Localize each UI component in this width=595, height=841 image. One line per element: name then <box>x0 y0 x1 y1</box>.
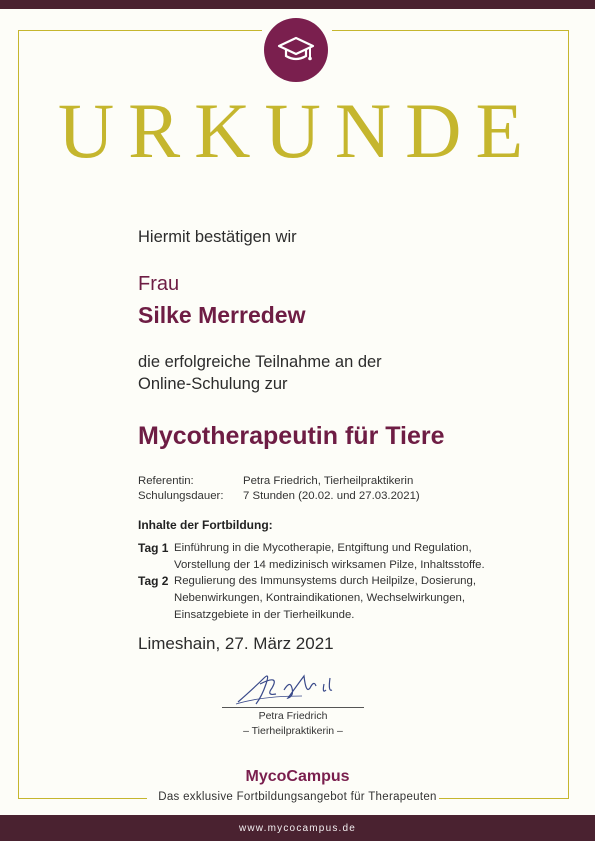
contents-heading: Inhalte der Fortbildung: <box>138 518 273 532</box>
dauer-value: 7 Stunden (20.02. und 27.03.2021) <box>243 490 420 502</box>
top-bar <box>0 0 595 9</box>
day-1-label: Tag 1 <box>138 541 169 555</box>
referentin-label: Referentin: <box>138 475 194 487</box>
intro-text: Hiermit bestätigen wir <box>138 228 297 246</box>
day-2-line-2: Nebenwirkungen, Kontraindikationen, Wechselwirkungen, <box>174 592 466 604</box>
footer-url[interactable]: www.mycocampus.de <box>238 822 357 834</box>
participation-line-1: die erfolgreiche Teilnahme an der <box>138 353 382 371</box>
salutation: Frau <box>138 273 180 295</box>
participation-line-2: Online-Schulung zur <box>138 375 288 393</box>
day-1-line-1: Einführung in die Mycotherapie, Entgiftung und Regulation, <box>174 542 472 554</box>
brand-tagline: Das exklusive Fortbildungsangebot für Therapeuten <box>158 791 437 803</box>
signature-drawing <box>232 666 352 710</box>
certificate-title: URKUNDE <box>57 87 538 174</box>
referentin-value: Petra Friedrich, Tierheilpraktikerin <box>243 475 414 487</box>
dauer-label: Schulungsdauer: <box>138 490 224 502</box>
day-1-line-2: Vorstellung der 14 medizinisch wirksamen Pilze, Inhaltsstoffe. <box>174 559 485 571</box>
footer-bar <box>0 815 595 841</box>
recipient-name: Silke Merredew <box>138 302 306 328</box>
course-title: Mycotherapeutin für Tiere <box>138 422 445 450</box>
signer-name: Petra Friedrich <box>258 710 328 722</box>
brand-name: MycoCampus <box>245 768 350 785</box>
place-date: Limeshain, 27. März 2021 <box>138 634 334 653</box>
graduation-cap-icon <box>264 18 328 82</box>
day-2-line-1: Regulierung des Immunsystems durch Heilpilze, Dosierung, <box>174 575 476 587</box>
day-2-label: Tag 2 <box>138 574 169 588</box>
signature-line <box>222 707 364 708</box>
signer-role: – Tierheilpraktikerin – <box>243 725 343 737</box>
day-2-line-3: Einsatzgebiete in der Tierheilkunde. <box>174 609 355 621</box>
